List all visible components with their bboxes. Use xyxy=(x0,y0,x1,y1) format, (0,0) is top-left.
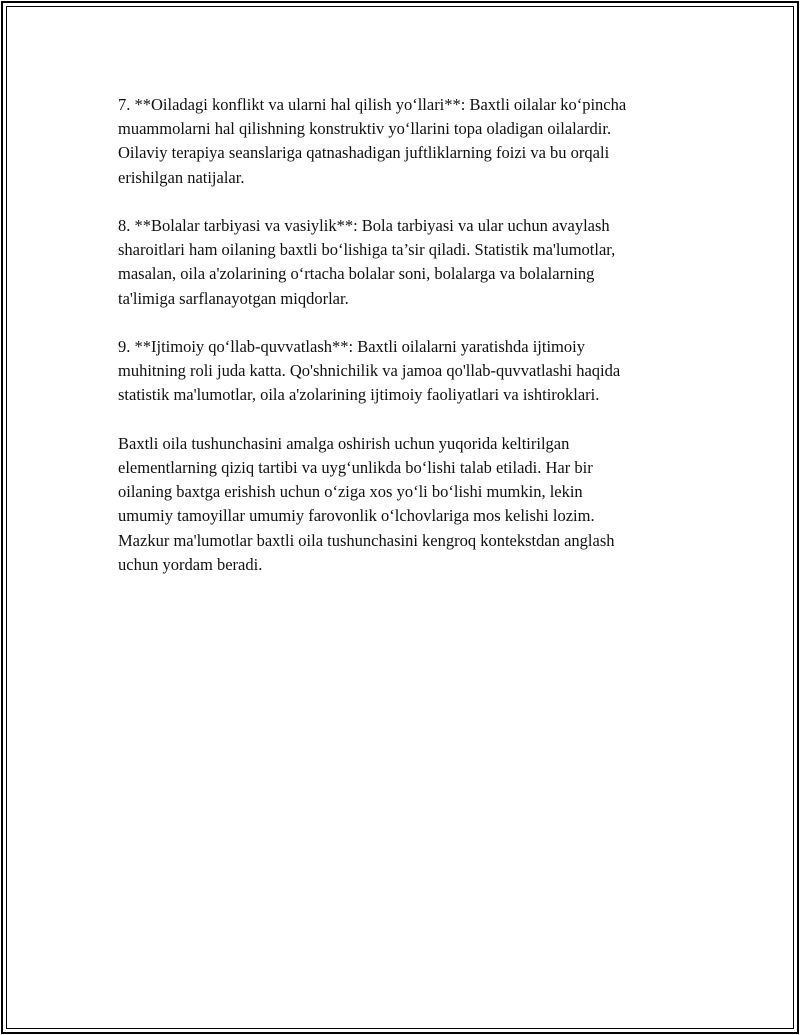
document-body xyxy=(118,93,708,601)
paragraph-child-upbringing: 8. **Bolalar tarbiyasi va vasiylik**: Bola tarbiyasi va ular uchun avaylash sharoitlari ham oilaning baxtli bo‘lishiga ta’sir qiladi. Statistik ma'lumotlar, masalan, oila a'zolarining o‘rtacha bolalar soni, bolalarga va bolalarning ta'limiga sarflanayotgan miqdorlar. xyxy=(118,216,616,308)
paragraph-conflict-resolution: 7. **Oiladagi konflikt va ularni hal qilish yo‘llari**: Baxtli oilalar ko‘pincha muammolarni hal qilishning konstruktiv yo‘llarini topa oladigan oilalardir. Oilaviy terapiya seanslariga qatnashadigan juftliklarning foizi va bu orqali erishilgan natijalar. xyxy=(118,95,627,187)
paragraph-social-support: 9. **Ijtimoiy qo‘llab-quvvatlash**: Baxtli oilalarni yaratishda ijtimoiy muhitning roli juda katta. Qo'shnichilik va jamoa qo'llab-quvvatlashi haqida statistik ma'lumotlar, oila a'zolarining ijtimoiy faoliyatlari va ishtiroklari. xyxy=(118,337,621,405)
paragraph-conclusion: Baxtli oila tushunchasini amalga oshirish uchun yuqorida keltirilgan elementlarning qiziq tartibi va uyg‘unlikda bo‘lishi talab etiladi. Har bir oilaning baxtga erishish uchun o‘ziga xos yo‘li bo‘lishi mumkin, lekin umumiy tamoyillar umumiy farovonlik o‘lchovlariga mos kelishi lozim. Mazkur ma'lumotlar baxtli oila tushunchasini kengroq kontekstdan anglash uchun yordam beradi. xyxy=(118,433,615,574)
